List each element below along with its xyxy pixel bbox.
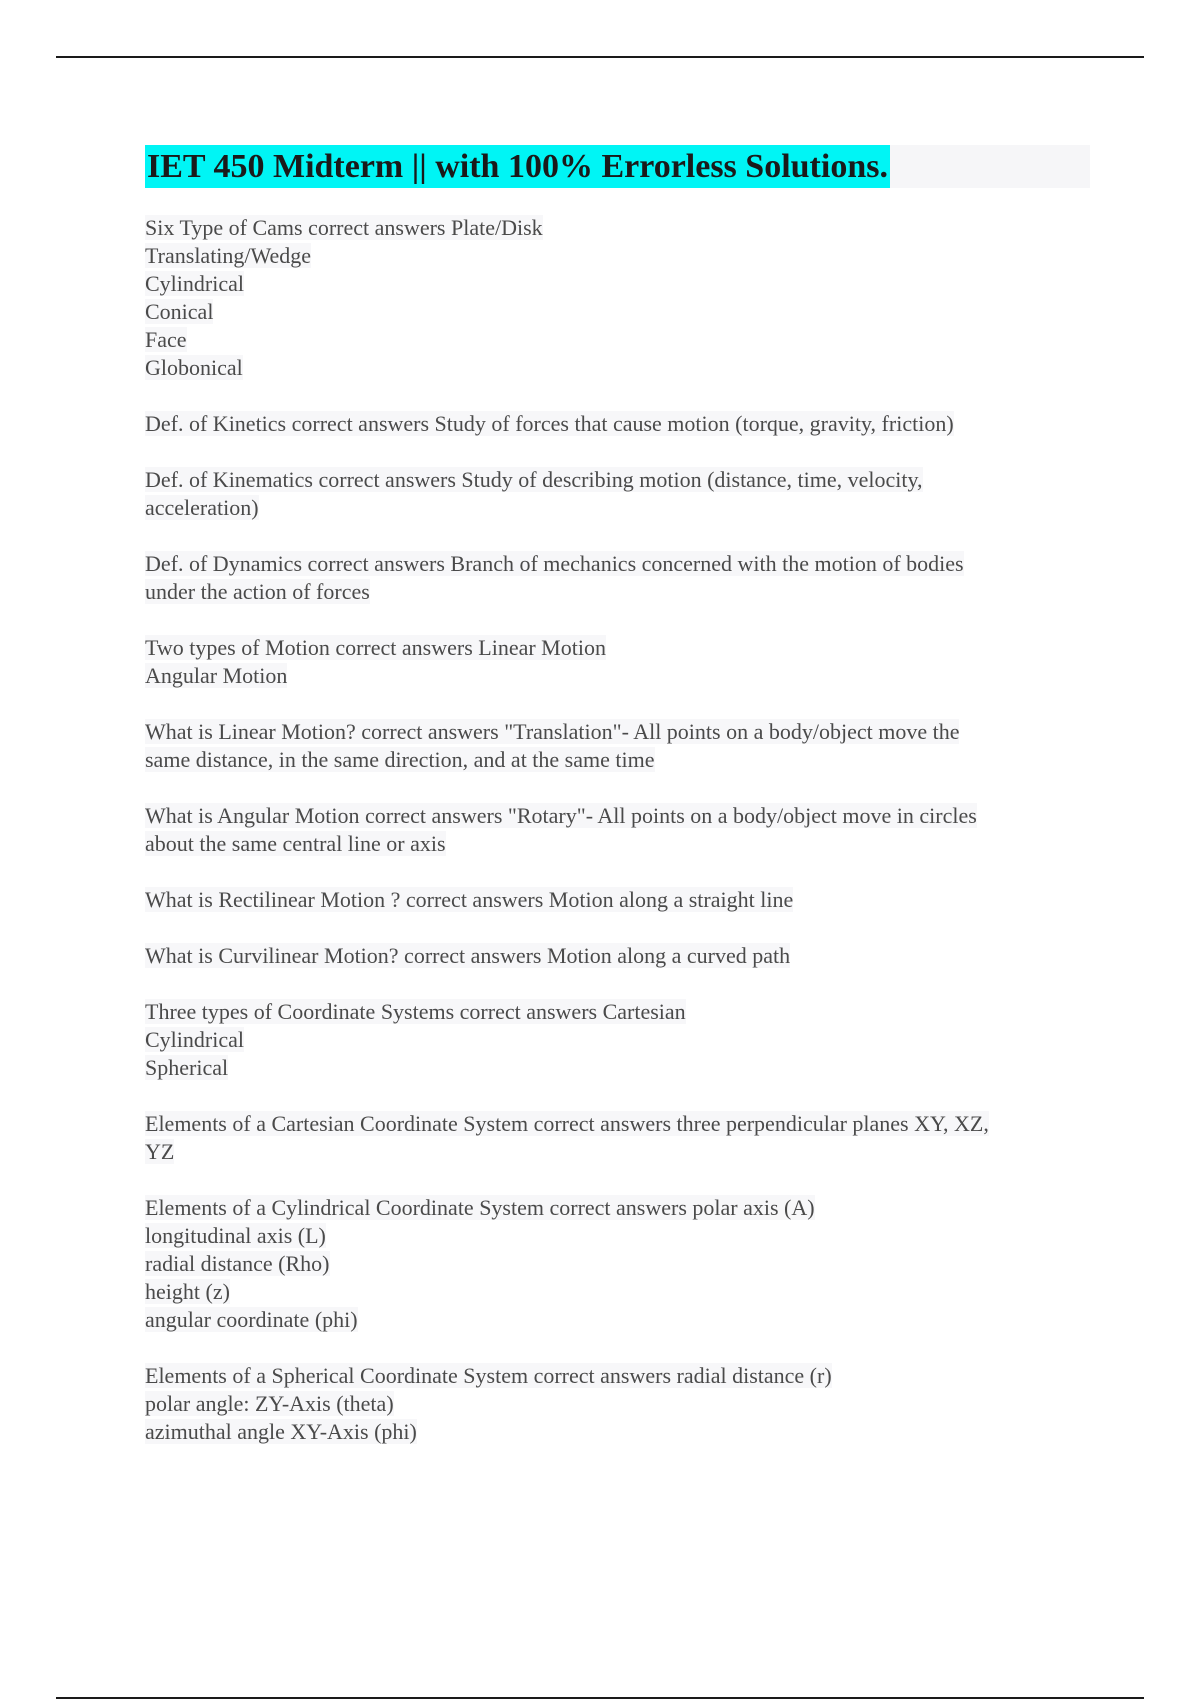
qa-item — [145, 466, 1090, 522]
qa-line-text: Two types of Motion correct answers Linear Motion — [145, 635, 606, 660]
qa-line — [145, 326, 1090, 354]
qa-line-text: longitudinal axis (L) — [145, 1223, 326, 1248]
qa-line-text: Elements of a Cartesian Coordinate System correct answers three perpendicular planes XY, XZ, — [145, 1111, 989, 1136]
qa-line — [145, 1306, 1090, 1334]
qa-line — [145, 578, 1090, 606]
qa-line — [145, 830, 1090, 858]
qa-line-text: polar angle: ZY-Axis (theta) — [145, 1391, 394, 1416]
qa-item — [145, 802, 1090, 858]
qa-line — [145, 242, 1090, 270]
qa-item — [145, 1194, 1090, 1334]
qa-line — [145, 1026, 1090, 1054]
qa-item — [145, 214, 1090, 382]
page-top-rule — [56, 56, 1144, 58]
qa-line — [145, 634, 1090, 662]
qa-line-text: Def. of Kinetics correct answers Study of forces that cause motion (torque, gravity, friction) — [145, 411, 954, 436]
qa-line — [145, 1250, 1090, 1278]
qa-line — [145, 662, 1090, 690]
qa-line — [145, 942, 1090, 970]
qa-line-text: Globonical — [145, 355, 243, 380]
qa-line — [145, 354, 1090, 382]
qa-line — [145, 298, 1090, 326]
qa-line-text: same distance, in the same direction, and at the same time — [145, 747, 655, 772]
qa-line — [145, 718, 1090, 746]
qa-item — [145, 886, 1090, 914]
qa-line-text: Conical — [145, 299, 214, 324]
qa-line — [145, 886, 1090, 914]
qa-line-text: Elements of a Cylindrical Coordinate System correct answers polar axis (A) — [145, 1195, 815, 1220]
qa-line-text: Translating/Wedge — [145, 243, 312, 268]
qa-line-text: Angular Motion — [145, 663, 288, 688]
qa-line-text: What is Linear Motion? correct answers "Translation"- All points on a body/object move the — [145, 719, 960, 744]
title-row — [145, 145, 1090, 188]
qa-line-text: What is Rectilinear Motion ? correct answers Motion along a straight line — [145, 887, 794, 912]
qa-line — [145, 270, 1090, 298]
qa-line-text: radial distance (Rho) — [145, 1251, 330, 1276]
qa-line — [145, 494, 1090, 522]
qa-line-text: Cylindrical — [145, 1027, 244, 1052]
qa-line-text: Cylindrical — [145, 271, 244, 296]
qa-line-text: under the action of forces — [145, 579, 370, 604]
qa-line — [145, 1278, 1090, 1306]
qa-line-text: Def. of Kinematics correct answers Study of describing motion (distance, time, velocity, — [145, 467, 923, 492]
qa-line — [145, 1222, 1090, 1250]
qa-line-text: Elements of a Spherical Coordinate System correct answers radial distance (r) — [145, 1363, 832, 1388]
qa-line-text: What is Curvilinear Motion? correct answers Motion along a curved path — [145, 943, 791, 968]
qa-item — [145, 550, 1090, 606]
qa-line — [145, 802, 1090, 830]
qa-line — [145, 746, 1090, 774]
qa-item — [145, 1110, 1090, 1166]
qa-line-text: Six Type of Cams correct answers Plate/Disk — [145, 215, 543, 240]
qa-line — [145, 1362, 1090, 1390]
qa-content — [145, 214, 1090, 1474]
qa-line — [145, 1418, 1090, 1446]
qa-line-text: about the same central line or axis — [145, 831, 446, 856]
qa-line-text: Three types of Coordinate Systems correct answers Cartesian — [145, 999, 686, 1024]
qa-line — [145, 1138, 1090, 1166]
qa-line-text: Face — [145, 327, 187, 352]
qa-line-text: Def. of Dynamics correct answers Branch of mechanics concerned with the motion of bodies — [145, 551, 964, 576]
qa-item — [145, 634, 1090, 690]
qa-line-text: height (z) — [145, 1279, 230, 1304]
qa-line-text: Spherical — [145, 1055, 229, 1080]
page-title: IET 450 Midterm || with 100% Errorless Solutions. — [145, 145, 890, 188]
qa-line-text: angular coordinate (phi) — [145, 1307, 358, 1332]
qa-line — [145, 1390, 1090, 1418]
qa-line — [145, 214, 1090, 242]
qa-line — [145, 1194, 1090, 1222]
qa-line-text: azimuthal angle XY-Axis (phi) — [145, 1419, 417, 1444]
qa-line-text: What is Angular Motion correct answers "Rotary"- All points on a body/object move in circles — [145, 803, 977, 828]
qa-item — [145, 998, 1090, 1082]
qa-item — [145, 718, 1090, 774]
qa-line — [145, 1054, 1090, 1082]
page-bottom-rule — [56, 1697, 1144, 1699]
qa-line — [145, 550, 1090, 578]
qa-line-text: YZ — [145, 1139, 175, 1164]
qa-line — [145, 410, 1090, 438]
qa-line — [145, 1110, 1090, 1138]
qa-item — [145, 942, 1090, 970]
qa-line — [145, 998, 1090, 1026]
qa-line-text: acceleration) — [145, 495, 259, 520]
qa-line — [145, 466, 1090, 494]
qa-item — [145, 410, 1090, 438]
qa-item — [145, 1362, 1090, 1446]
